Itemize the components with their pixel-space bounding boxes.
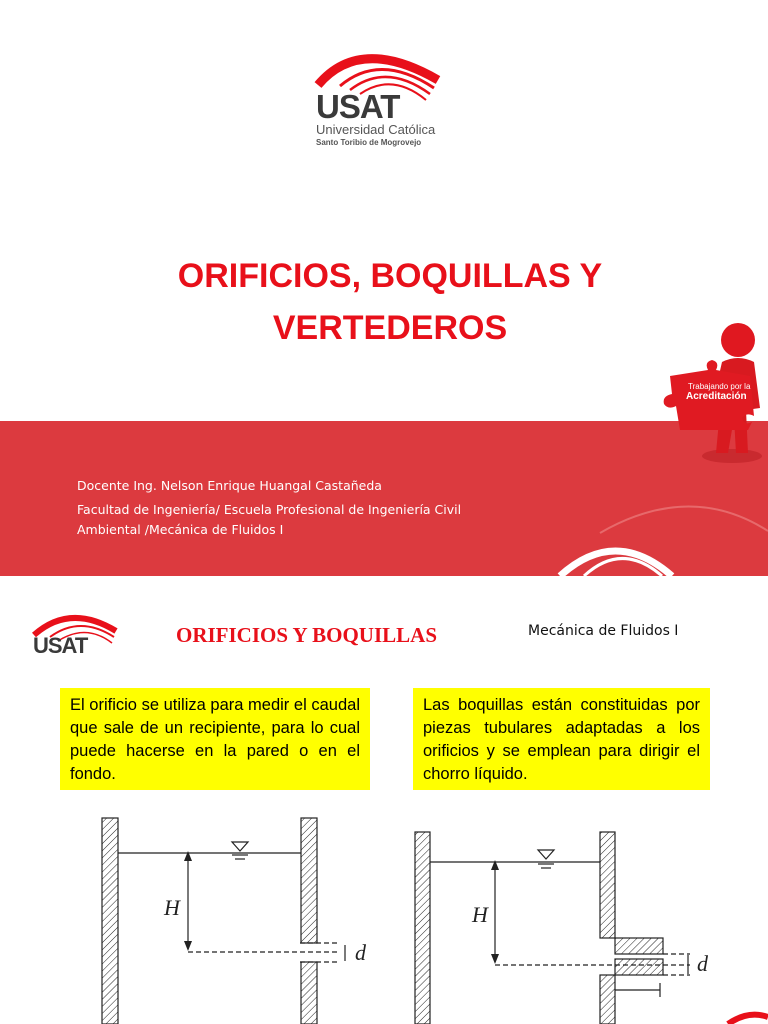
usat-logo-wordmark: USAT xyxy=(316,88,400,125)
puzzle-badge-line2: Acreditación xyxy=(686,391,747,402)
university-name: Universidad Católica xyxy=(316,122,436,137)
diameter-label-left: d xyxy=(355,940,366,965)
nozzle-diagram xyxy=(0,585,768,1024)
head-label-right: H xyxy=(472,902,488,927)
puzzle-badge-line1: Trabajando por la xyxy=(688,382,751,391)
slide-title xyxy=(110,250,670,354)
title-line-2: VERTEDEROS xyxy=(272,309,508,347)
orifice-definition-box: El orificio se utiliza para medir el caudal que sale de un recipiente, para lo cual puede hacerse en la pared o en el fondo. xyxy=(60,688,370,790)
section-title: ORIFICIOS Y BOQUILLAS xyxy=(176,623,438,647)
course-name: Mecánica de Fluidos I xyxy=(528,623,679,639)
slide-divider xyxy=(0,576,768,585)
university-subname: Santo Toribio de Mogrovejo xyxy=(316,138,422,147)
usat-logo-small-wordmark: USAT xyxy=(33,633,88,658)
title-line-1: ORIFICIOS, BOQUILLAS Y xyxy=(177,257,603,295)
head-label-left: H xyxy=(164,895,180,920)
faculty-line: Facultad de Ingeniería/ Escuela Profesional de Ingeniería Civil xyxy=(77,502,462,517)
author-line: Docente Ing. Nelson Enrique Huangal Castañeda xyxy=(77,478,382,493)
nozzle-definition-box: Las boquillas están constituidas por piezas tubulares adaptadas a los orificios y se emplean para dirigir el chorro líquido. xyxy=(413,688,710,790)
diameter-label-right: d xyxy=(697,951,708,976)
content-slide xyxy=(0,585,768,1024)
course-line: Ambiental /Mecánica de Fluidos I xyxy=(77,522,284,537)
